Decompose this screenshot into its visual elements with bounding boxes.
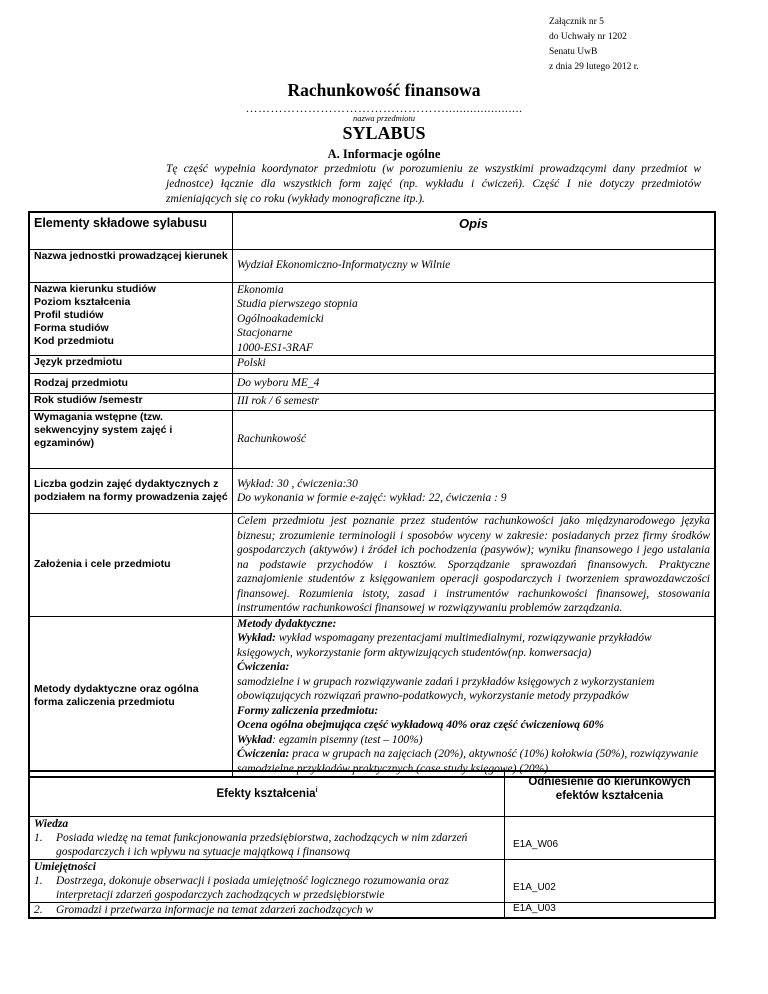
outcome-text: Posiada wiedzę na temat funkcjonowania przedsiębiorstwa, zachodzących w nim zdarzeń gospodarczych i ich wpływu na sytuacje majątkową i finansową <box>56 831 468 858</box>
assessment-grade: Ocena ogólna obejmująca część wykładową 40% oraz część ćwiczeniową 60% <box>237 719 605 731</box>
assessment-lecture <box>237 733 710 748</box>
attachment-line: Senatu UwB <box>549 47 598 57</box>
row-value: Studia pierwszego stopnia <box>237 298 358 310</box>
row-label: Rodzaj przedmiotu <box>29 374 233 394</box>
syllabus-table <box>28 211 716 778</box>
row-label: Nazwa kierunku studiów <box>34 282 156 295</box>
row-label-group <box>29 282 233 356</box>
outcome-category: Wiedza <box>34 817 69 830</box>
row-value: Stacjonarne <box>237 327 293 339</box>
row-value: Celem przedmiotu jest poznanie przez studentów rachunkowości jako międzynarodowego języka biznesu; zrozumienie terminologii i sposobów wyceny w zakresie: posiadanych przez firmy środków gospodarczych (aktywów) i źródeł ich pochodzenia (pasywów); wyniku finansowego i jego ustalania na podstawie przychodów i kosztów. Sporządzanie sprawozdań finansowych. Praktyczne zaznajomienie studentów z księgowaniem operacji gospodarczych i tworzeniem sprawozdawczości finansowej. Rozumienia istoty, zasad i instrumentów rachunkowości finansowej, stosowania instrumentów rachunkowości finansowej w rozwiązywaniu problemów zarządzania. <box>233 514 716 617</box>
outcome-item <box>34 903 500 917</box>
section-heading: A. Informacje ogólne <box>327 147 441 161</box>
outcome-row <box>29 902 715 918</box>
assessment-lecture-text: : egzamin pisemny (test – 100%) <box>272 733 423 746</box>
row-label: Liczba godzin zajęć dydaktycznych z podziałem na formy prowadzenia zajęć <box>29 469 233 514</box>
table-row <box>29 514 715 617</box>
header-elements: Elementy składowe sylabusu <box>29 212 233 249</box>
row-label: Rok studiów /semestr <box>29 394 233 411</box>
row-label: Kod przedmiotu <box>34 334 114 347</box>
row-label: Wymagania wstępne (tzw. sekwencyjny system zajęć i egzaminów) <box>29 411 233 469</box>
outcome-row <box>29 859 715 902</box>
row-value <box>233 469 716 514</box>
table-row <box>29 356 715 374</box>
outcome-number: 2. <box>34 903 43 916</box>
row-value-group <box>233 282 716 356</box>
methods-lecture-text: wykład wspomagany prezentacjami multimedialnymi, rozwiązywanie przykładów księgowych, wykorzystanie form aktywizujących studentów(np. konwersacja) <box>237 632 652 659</box>
row-value: Ekonomia <box>237 283 284 296</box>
row-label: Forma studiów <box>34 321 109 334</box>
outcome-text: Gromadzi i przetwarza informacje na temat zdarzeń zachodzących w <box>56 903 374 916</box>
document-title: SYLABUS <box>342 123 426 143</box>
row-label: Język przedmiotu <box>29 356 233 374</box>
outcome-cell <box>29 816 505 859</box>
row-label: Założenia i cele przedmiotu <box>29 514 233 617</box>
footnote-marker: i <box>315 787 318 795</box>
row-value: 1000-ES1-3RAF <box>237 341 314 354</box>
row-label: Metody dydaktyczne oraz ogólna forma zaliczenia przedmiotu <box>29 616 233 777</box>
assessment-exercises-heading: Ćwiczenia: <box>237 748 290 760</box>
header-description: Opis <box>233 212 716 249</box>
outcome-reference: E1A_U02 <box>505 859 716 902</box>
row-label: Profil studiów <box>34 308 104 321</box>
attachment-line: z dnia 29 lutego 2012 r. <box>549 62 639 72</box>
row-label: Nazwa jednostki prowadzącej kierunek <box>29 249 233 282</box>
title-caption: nazwa przedmiotu <box>352 113 416 123</box>
outcomes-header-row <box>29 771 715 816</box>
row-value: Rachunkowość <box>233 411 716 469</box>
outcome-item <box>34 831 500 859</box>
row-value: Wydział Ekonomiczno-Informatyczny w Wilnie <box>233 249 716 282</box>
table-row <box>29 282 715 356</box>
outcome-text: Dostrzega, dokonuje obserwacji i posiada umiejętność logicznego rozumowania oraz interpretacji zdarzeń gospodarczych zachodzących w przedsiębiorstwie <box>56 874 449 901</box>
attachment-line: Załącznik nr 5 <box>549 17 604 27</box>
assessment-heading: Formy zaliczenia przedmiotu: <box>237 704 379 717</box>
assessment-exercises-text: praca w grupach na zajęciach (20%), aktywność (10%) kołokwia (50%), rozwiązywanie samodzielne przykładów praktycznych (case study księgowe) (20%) <box>237 748 699 775</box>
table-row <box>29 249 715 282</box>
hours-line: Do wykonania w formie e-zajęć: wykład: 22, ćwiczenia : 9 <box>237 492 507 504</box>
attachment-line: do Uchwały nr 1202 <box>549 32 627 42</box>
outcomes-table <box>28 770 716 919</box>
intro-paragraph: Tę część wypełnia koordynator przedmiotu (w porozumieniu ze wszystkimi prowadzącymi dany przedmiot w jednostce) łącznie dla wszystkich form zajęć (np. wykładu i ćwiczeń). Część I nie dotyczy przedmiotów zmieniających się co roku (wykłady monograficzne itp.). <box>166 163 701 205</box>
table-row <box>29 374 715 394</box>
course-title: Rachunkowość finansowa <box>287 80 481 100</box>
methods-lecture-heading: Wykład: <box>237 632 276 644</box>
row-value: Polski <box>233 356 716 374</box>
outcome-reference: E1A_W06 <box>505 816 716 859</box>
outcome-reference: E1A_U03 <box>505 902 716 918</box>
outcome-number: 1. <box>34 874 43 887</box>
row-value: Do wyboru ME_4 <box>233 374 716 394</box>
outcome-cell <box>29 859 505 902</box>
title-dots: …………………………………………...................... <box>245 101 523 115</box>
row-value: III rok / 6 semestr <box>233 394 716 411</box>
outcome-item <box>34 874 500 902</box>
outcomes-header-text: Efekty kształcenia <box>216 788 316 801</box>
attachment-note <box>549 15 639 75</box>
row-value <box>233 616 716 777</box>
methods-exercises-heading: Ćwiczenia: <box>237 661 290 673</box>
outcome-category: Umiejętności <box>34 860 96 873</box>
table-row <box>29 616 715 777</box>
assessment-lecture-heading: Wykład <box>237 733 273 746</box>
row-value: Ogólnoakademicki <box>237 312 324 325</box>
table-row <box>29 469 715 514</box>
outcomes-header <box>29 771 505 816</box>
table-row <box>29 394 715 411</box>
outcome-cell <box>29 902 505 918</box>
methods-heading: Metody dydaktyczne: <box>237 617 337 630</box>
reference-header: Odniesienie do kierunkowych efektów kształcenia <box>505 771 716 816</box>
table-header-row <box>29 212 715 249</box>
outcome-number: 1. <box>34 831 43 844</box>
methods-exercises-text: samodzielne i w grupach rozwiązywanie zadań i przykładów księgowych z wykorzystaniem obowiązujących rozwiązań prawno-podatkowych, wykorzystanie metody przypadków <box>237 675 655 702</box>
methods-lecture <box>237 631 710 660</box>
table-row <box>29 411 715 469</box>
row-label: Poziom kształcenia <box>34 295 131 308</box>
outcome-row <box>29 816 715 859</box>
hours-line: Wykład: 30 , ćwiczenia:30 <box>237 477 358 490</box>
